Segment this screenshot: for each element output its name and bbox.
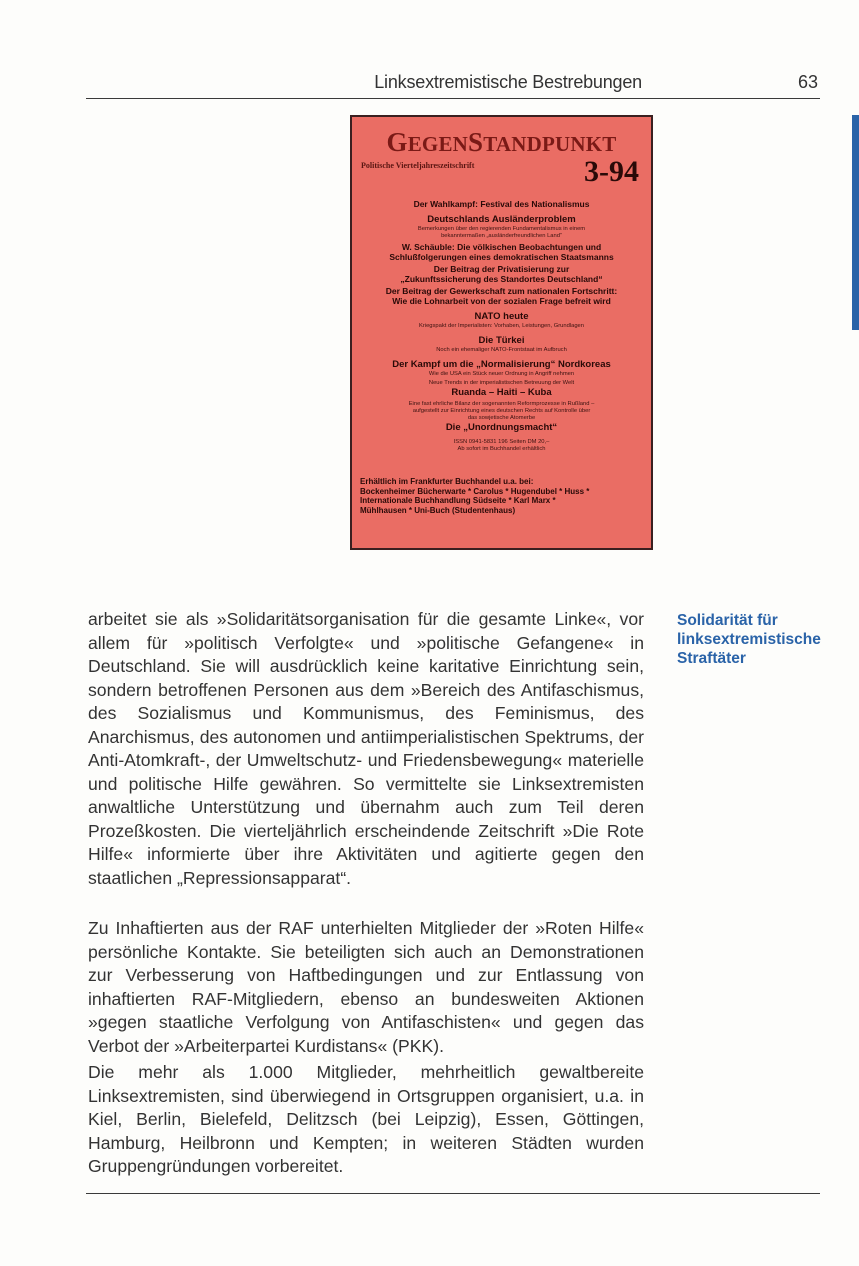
toc-headline: Der Beitrag der Privatisierung zur bbox=[433, 264, 570, 274]
margin-note: Solidarität für linksextremistische Straftäter bbox=[677, 612, 821, 667]
toc-subline: aufgestellt zur Einrichtung eines deutschen Rechts auf Kontrolle über bbox=[412, 408, 591, 414]
toc-headline: Schlußfolgerungen eines demokratischen Staatsmanns bbox=[389, 252, 614, 262]
toc-headline: W. Schäuble: Die völkischen Beobachtungen und bbox=[401, 242, 602, 252]
toc-headline: Die „Unordnungsmacht“ bbox=[445, 422, 558, 433]
page-number: 63 bbox=[797, 72, 818, 92]
toc-subline: das sowjetische Atomerbe bbox=[467, 415, 536, 421]
cover-subtitle: Politische Vierteljahreszeitschrift bbox=[361, 161, 475, 170]
retailer-line: Internationale Buchhandlung Südseite * Karl Marx * bbox=[360, 496, 556, 505]
running-title: Linksextremistische Bestrebungen bbox=[374, 72, 642, 92]
retailer-line: Bockenheimer Bücherwarte * Carolus * Hugendubel * Huss * bbox=[360, 486, 590, 496]
toc-subline: ISSN 0941-5831 196 Seiten DM 20,– bbox=[453, 439, 550, 445]
toc-headline: Der Beitrag der Gewerkschaft zum nationalen Fortschritt: bbox=[385, 286, 618, 296]
page-header bbox=[86, 70, 820, 99]
body-paragraph-1: arbeitet sie als »Solidaritätsorganisation für die gesamte Linke«, vor allem für »politisch Verfolgte« und »politische Gefangene« in Deutschland. Sie will ausdrücklich keine karitative Einrichtung sein, sondern betroffenen Personen aus dem »Bereich des Antifaschismus, des Sozialismus und Kommunismus, des Feminismus, des Anarchismus, des autonomen und antiimperialistischen Spektrums, der Anti-Atomkraft-, der Umweltschutz- und Friedensbewegung« materielle und politische Hilfe gewähren. So vermittelte sie Linksextremisten anwaltliche Unterstützung und übernahm auch zum Teil deren Prozeßkosten. Die vierteljährlich erscheindende Zeitschrift »Die Rote Hilfe« informierte über ihre Aktivitäten und agitierte gegen den staatlichen „Repressionsapparat“. bbox=[88, 609, 644, 888]
toc-subline: Ab sofort im Buchhandel erhältlich bbox=[457, 446, 546, 452]
cover-retailers bbox=[360, 477, 643, 515]
toc-subline: Wie die USA ein Stück neuer Ordnung in Angriff nehmen bbox=[428, 371, 575, 377]
toc-subline: Noch ein ehemaliger NATO-Frontstaat im Aufbruch bbox=[436, 347, 567, 353]
toc-headline: Ruanda – Haiti – Kuba bbox=[451, 387, 552, 398]
cover-issue-number: 3-94 bbox=[584, 155, 639, 188]
cover-contents bbox=[360, 199, 643, 453]
toc-subline: Neue Trends in der imperialistischen Betreuung der Welt bbox=[428, 380, 575, 386]
toc-headline: Deutschlands Ausländerproblem bbox=[427, 214, 576, 225]
retailer-line: Mühlhausen * Uni-Buch (Studentenhaus) bbox=[360, 505, 516, 515]
toc-subline: Bemerkungen über den regierenden Fundamentalismus in einem bbox=[417, 226, 586, 232]
toc-headline: Der Kampf um die „Normalisierung“ Nordkoreas bbox=[392, 359, 611, 370]
cover-masthead: GEGENSTANDPUNKT bbox=[386, 127, 617, 157]
retailer-line: Erhältlich im Frankfurter Buchhandel u.a. bei: bbox=[360, 477, 534, 486]
body-paragraph-2: Zu Inhaftierten aus der RAF unterhielten Mitglieder der »Roten Hilfe« persönliche Kontakte. Sie beteiligten sich auch an Demonstrationen zur Verbesserung von Haftbedingungen und zur Entlassung von inhaftierten RAF-Mitgliedern, ebenso an bundesweiten Aktionen »gegen staatliche Verfolgung von Antifaschisten« und gegen das Verbot der »Arbeiterpartei Kurdistans« (PKK). bbox=[88, 918, 644, 1056]
toc-headline: Der Wahlkampf: Festival des Nationalismus bbox=[413, 199, 590, 209]
toc-subline: Kriegspakt der Imperialisten: Vorhaben, Leistungen, Grundlagen bbox=[419, 323, 584, 329]
toc-headline: Wie die Lohnarbeit von der sozialen Frage befreit wird bbox=[392, 296, 611, 306]
footer-rule bbox=[86, 1193, 820, 1194]
toc-headline: Die Türkei bbox=[478, 335, 525, 346]
magazine-cover-image bbox=[350, 115, 653, 550]
chapter-tab-marker bbox=[852, 115, 859, 330]
body-paragraph-3: Die mehr als 1.000 Mitglieder, mehrheitlich gewaltbereite Linksextremisten, sind überwiegend in Ortsgruppen organisiert, u.a. in Kiel, Berlin, Bielefeld, Delitzsch (bei Leipzig), Essen, Göttingen, Hamburg, Heilbronn und Kempten; in weiteren Städten wurden Gruppengründungen vorbereitet. bbox=[88, 1062, 644, 1176]
toc-subline: Eine fast ehrliche Bilanz der sogenannten Reformprozesse in Rußland – bbox=[408, 401, 595, 407]
toc-headline: „Zukunftssicherung des Standortes Deutschland“ bbox=[400, 274, 603, 284]
toc-headline: NATO heute bbox=[474, 311, 529, 322]
toc-subline: bekanntermaßen „ausländerfreundlichen Land“ bbox=[441, 233, 562, 239]
